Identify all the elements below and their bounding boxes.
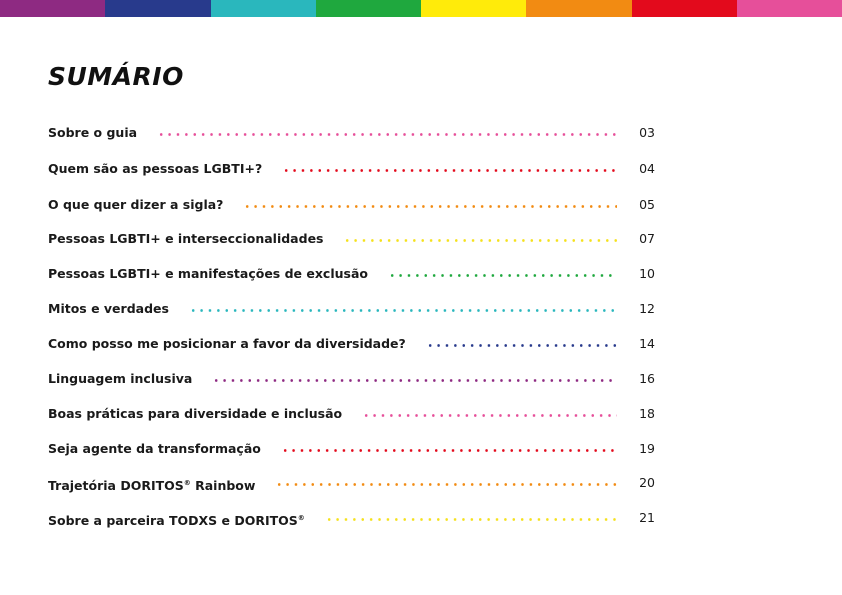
toc-page-number: 16 [639,371,655,386]
toc-page-number: 04 [639,161,655,176]
toc-page-number: 21 [639,510,655,525]
dotted-leader [343,239,617,242]
toc-entry-label: Boas práticas para diversidade e inclusão [48,406,343,421]
stripe-segment [632,0,737,17]
toc-entry[interactable] [48,508,655,528]
toc-page-number: 10 [639,266,655,281]
toc-entry-label-suffix: Rainbow [190,478,256,494]
dotted-leader [325,518,617,521]
toc-page-number: 20 [639,475,655,490]
dotted-leader [388,274,617,277]
dotted-leader [189,309,617,312]
toc-entry-label: O que quer dizer a sigla? [48,197,224,212]
toc-entry[interactable] [48,473,655,493]
toc-entry-label: Mitos e verdades [48,301,169,316]
toc-entry[interactable] [48,123,655,143]
stripe-segment [105,0,210,17]
toc-entry-label-main: Trajetória DORITOS [48,478,184,494]
toc-entry-label: Pessoas LGBTI+ e manifestações de exclusão [48,266,368,281]
stripe-segment [421,0,526,17]
stripe-segment [211,0,316,17]
dotted-leader [362,414,617,417]
toc-entry-label: Seja agente da transformação [48,441,261,456]
stripe-segment [316,0,421,17]
toc-entry[interactable] [48,404,655,424]
stripe-segment [526,0,631,17]
page-title: SUMÁRIO [48,62,184,91]
toc-page-number: 05 [639,197,655,212]
toc-entry[interactable] [48,195,655,215]
stripe-segment [737,0,842,17]
toc-page-number: 03 [639,125,655,140]
toc-entry[interactable] [48,299,655,319]
toc-page-number: 14 [639,336,655,351]
toc-entry[interactable] [48,439,655,459]
toc-entry[interactable] [48,369,655,389]
rainbow-stripe [0,0,842,17]
toc-page-number: 07 [639,231,655,246]
dotted-leader [157,133,617,136]
toc-entry-label [48,473,255,496]
toc-page-number: 12 [639,301,655,316]
dotted-leader [282,169,617,172]
toc-entry-label: Pessoas LGBTI+ e interseccionalidades [48,231,324,246]
stripe-segment [0,0,105,17]
toc-entry-label: Como posso me posicionar a favor da diversidade? [48,336,406,351]
dotted-leader [426,344,617,347]
toc-entry[interactable] [48,264,655,284]
toc-entry[interactable] [48,229,655,249]
dotted-leader [275,483,617,486]
toc-entry-label: Linguagem inclusiva [48,371,193,386]
toc-entry-label: Quem são as pessoas LGBTI+? [48,161,263,176]
toc-page-number: 19 [639,441,655,456]
toc-entry[interactable] [48,334,655,354]
registered-mark: ® [297,514,305,522]
toc-entry-label-main: Sobre a parceira TODXS e DORITOS [48,513,298,529]
dotted-leader [212,379,617,382]
toc-entry-label [48,508,305,531]
toc-entry[interactable] [48,159,655,179]
dotted-leader [243,205,617,208]
registered-mark: ® [183,479,191,487]
toc-entry-label: Sobre o guia [48,125,138,140]
dotted-leader [281,449,617,452]
toc-page-number: 18 [639,406,655,421]
